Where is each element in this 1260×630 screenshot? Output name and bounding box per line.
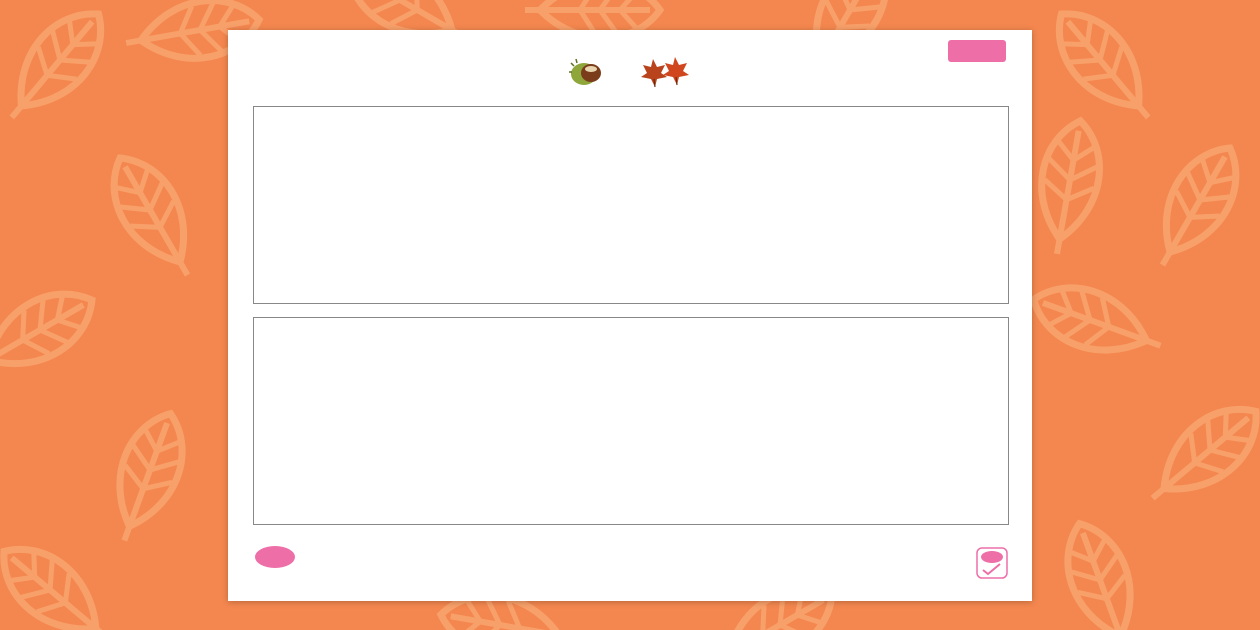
top-sections-grid [253, 106, 1009, 304]
footer [253, 540, 1009, 586]
chestnut-icon [569, 56, 607, 88]
twinkl-foundation-logo [253, 543, 333, 583]
title-row [228, 52, 1032, 92]
quality-badge-icon [975, 546, 1009, 580]
autumn-leaves-icon [639, 55, 691, 89]
activity-sheet [228, 30, 1032, 601]
bottom-sections-grid [253, 317, 1009, 525]
